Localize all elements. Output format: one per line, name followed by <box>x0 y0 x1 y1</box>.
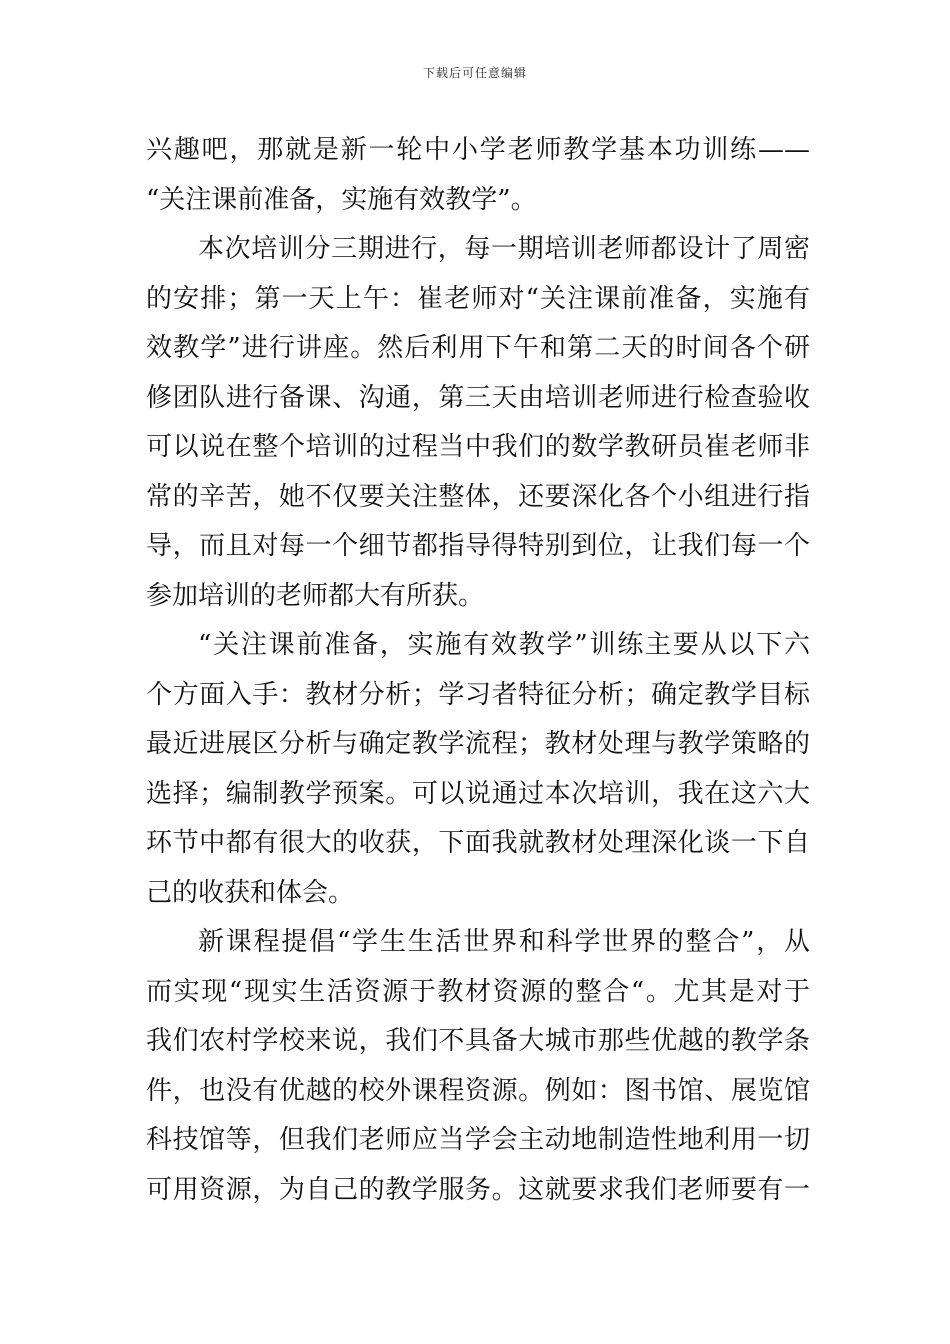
text-line: 我们农村学校来说，我们不具备大城市那些优越的教学条 <box>146 1026 810 1056</box>
text-line: 参加培训的老师都大有所获。 <box>146 580 485 611</box>
paragraph-2 <box>146 225 810 621</box>
text-line: 可用资源，为自己的教学服务。这就要求我们老师要有一 <box>146 1174 810 1205</box>
text-line: 修团队进行备课、沟通，第三天由培训老师进行检查验收 <box>146 382 810 413</box>
text-line: 环节中都有很大的收获，下面我就教材处理深化谈一下自 <box>146 828 810 858</box>
paragraph-1 <box>146 126 810 225</box>
text-line: “关注课前准备，实施有效教学”。 <box>146 184 537 215</box>
text-line: 最近进展区分析与确定教学流程；教材处理与教学策略的 <box>146 729 810 759</box>
text-line: “关注课前准备，实施有效教学”训练主要从以下六 <box>198 630 810 660</box>
text-line: 兴趣吧，那就是新一轮中小学老师教学基本功训练—— <box>146 135 810 165</box>
text-line: 而实现“现实生活资源于教材资源的整合“。尤其是对于 <box>146 976 810 1007</box>
text-line: 选择；编制教学预案。可以说通过本次培训，我在这六大 <box>146 778 810 809</box>
text-line: 科技馆等，但我们老师应当学会主动地制造性地利用一切 <box>146 1125 810 1155</box>
text-line: 的安排；第一天上午：崔老师对“关注课前准备，实施有 <box>146 283 810 314</box>
text-line: 效教学”进行讲座。然后利用下午和第二天的时间各个研 <box>146 333 810 363</box>
text-line: 可以说在整个培训的过程当中我们的数学教研员崔老师非 <box>146 432 810 462</box>
text-line: 己的收获和体会。 <box>146 877 355 908</box>
text-line: 本次培训分三期进行，每一期培训老师都设计了周密 <box>198 234 810 264</box>
paragraph-4 <box>146 918 810 1215</box>
text-line: 个方面入手：教材分析；学习者特征分析；确定教学目标 <box>146 679 810 710</box>
text-line: 导，而且对每一个细节都指导得特别到位，让我们每一个 <box>146 531 810 561</box>
text-line: 常的辛苦，她不仅要关注整体，还要深化各个小组进行指 <box>146 481 810 512</box>
page-header-note: 下载后可任意编辑 <box>422 66 527 80</box>
text-line: 件，也没有优越的校外课程资源。例如：图书馆、展览馆 <box>146 1075 810 1106</box>
text-line: 新课程提倡“学生生活世界和科学世界的整合”，从 <box>198 927 810 957</box>
paragraph-3 <box>146 621 810 918</box>
document-body <box>146 126 810 1215</box>
